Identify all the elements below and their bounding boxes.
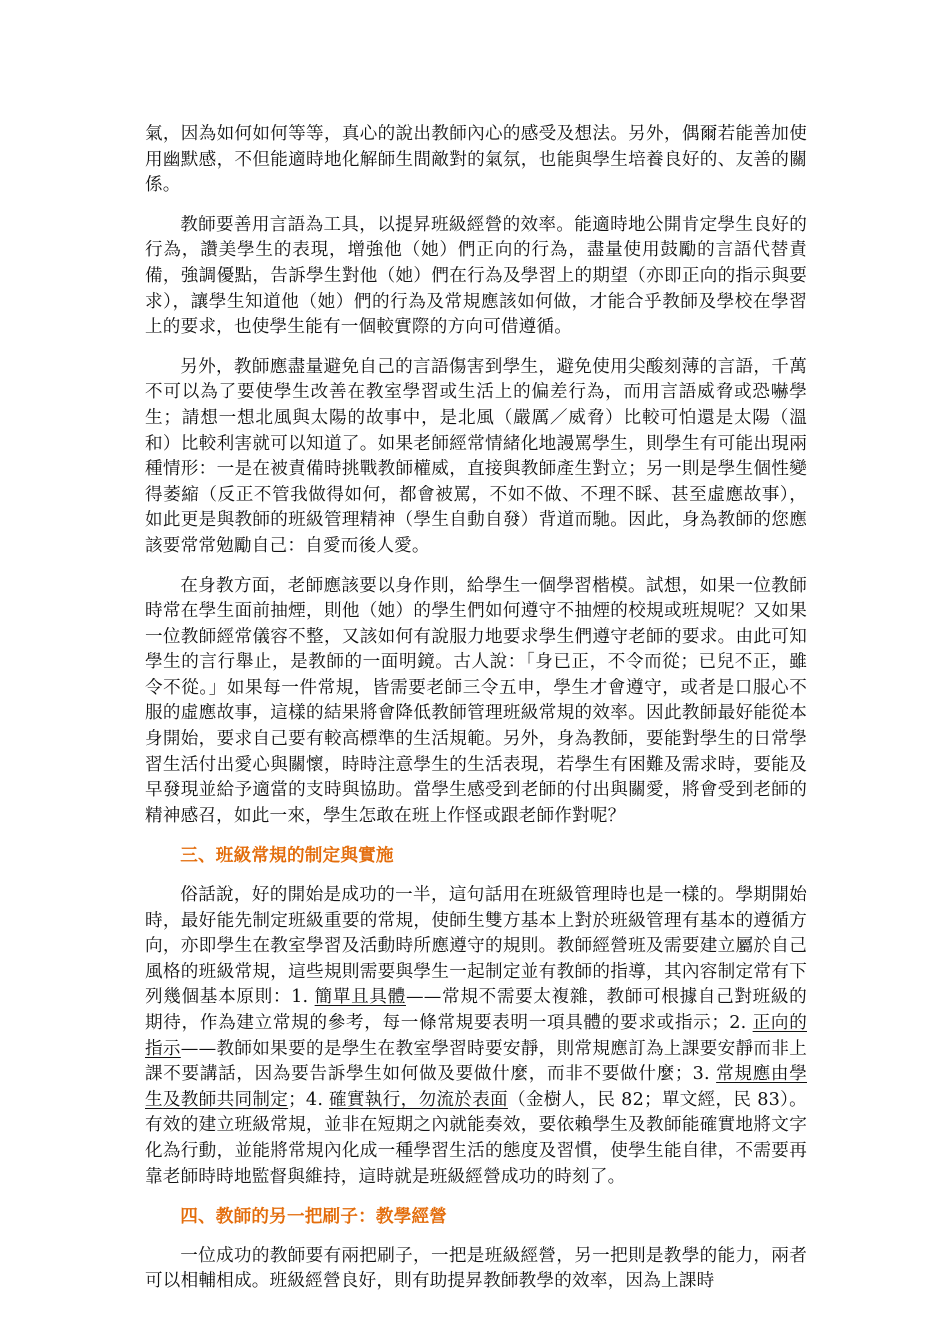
paragraph-3-text: 另外，教師應盡量避免自己的言語傷害到學生，避免使用尖酸刻薄的言語，千萬不可以為了要使學生改善在教室學習或生活上的偏差行為，而用言語威脅或恐嚇學生；請想一想北風與太陽的故事中，是北風（嚴厲／威脅）比較可怕還是太陽（溫和）比較利害就可以知道了。如果老師經常情緒化地謾罵學生，則學生有可能出現兩種情形：一是在被責備時挑戰教師權威，直接與教師產生對立；另一則是學生個性變得萎縮（反正不管我做得如何，都會被罵，不如不做、不理不睬、甚至虛應故事），如此更是與教師的班級管理精神（學生自動自發）背道而馳。因此，身為教師的您應該要常常勉勵自己：自愛而後人愛。	[145, 356, 807, 556]
paragraph-2-text: 教師要善用言語為工具，以提昇班級經營的效率。能適時地公開肯定學生良好的行為，讚美學生的表現，增強他（她）們正向的行為，盡量使用鼓勵的言語代替責備，強調優點，告訴學生對他（她）們在行為及學習上的期望（亦即正向的指示與要求），讓學生知道他（她）們的行為及常規應該如何做，才能合乎教師及學校在學習上的要求，也使學生能有一個較實際的方向可借遵循。	[145, 214, 807, 338]
section-3-text: ——教師如果要的是學生在教室學習時要安靜，則常規應訂為上課要安靜而非上課不要講話，因為要告訴學生如何做及要做什麼，而非不要做什麼；3.	[145, 1038, 807, 1085]
section-4-heading: 四、教師的另一把刷子：教學經營	[180, 1206, 448, 1228]
rule-4-underlined: 確實執行，勿流於表面	[329, 1089, 508, 1110]
rule-2-underlined: 正向的指示	[145, 1013, 807, 1059]
section-3-text: ；4.	[288, 1089, 330, 1110]
paragraph-2	[145, 213, 807, 341]
section-3-text: （金樹人，民 82；單文經，民 83）。有效的建立班級常規，並非在短期之內就能奏效，要依賴學生及教師能確實地將文字化為行動，並能將常規內化成一種學習生活的態度及習慣，使學生能自律，不需要再靠老師時時地監督與維持，這時就是班級經營成功的時刻了。	[145, 1089, 807, 1187]
section-3-text: ——常規不需要太複雜，教師可根據自己對班級的期待，作為建立常規的參考，每一條常規要表明一項具體的要求或指示；2.	[145, 987, 807, 1033]
paragraph-4-text: 在身教方面，老師應該要以身作則，給學生一個學習楷模。試想，如果一位教師時常在學生面前抽煙，則他（她）的學生們如何遵守不抽煙的校規或班規呢？又如果一位教師經常儀容不整，又該如何有說服力地要求學生們遵守老師的要求。由此可知學生的言行舉止，是教師的一面明鏡。古人說：「身已正，不令而從；已兒不正，雖令不從。」如果每一件常規，皆需要老師三令五申，學生才會遵守，或者是口服心不服的虛應故事，這樣的結果將會降低教師管理班級常規的效率。因此教師最好能從本身開始，要求自己要有較高標準的生活規範。另外，身為教師，要能對學生的日常學習生活付出愛心與關懷，時時注意學生的生活表現，若學生有困難及需求時，要能及早發現並給予適當的支時與協助。當學生感受到老師的付出與關愛，將會受到老師的精神感召，如此一來，學生怎敢在班上作怪或跟老師作對呢？	[145, 575, 807, 826]
section-4-text: 一位成功的教師要有兩把刷子，一把是班級經營，另一把則是教學的能力，兩者可以相輔相成。班級經營良好，則有助提昇教師教學的效率，因為上課時	[145, 1245, 807, 1292]
section-4-paragraph	[145, 1244, 807, 1295]
paragraph-1	[145, 122, 807, 199]
section-3-paragraph	[145, 883, 807, 1190]
paragraph-1-text: 氣，因為如何如何等等，真心的說出教師內心的感受及想法。另外，偶爾若能善加使用幽默感，不但能適時地化解師生間敵對的氣氛，也能與學生培養良好的、友善的關係。	[145, 124, 807, 196]
rule-1-underlined: 簡單且具體	[314, 987, 406, 1008]
document-body	[145, 122, 807, 1309]
section-3-heading: 三、班級常規的制定與實施	[180, 845, 394, 867]
rule-3-underlined: 常規應由學生及教師共同制定	[145, 1064, 807, 1110]
paragraph-3	[145, 355, 807, 560]
paragraph-4	[145, 574, 807, 830]
section-3-text: 俗話說，好的開始是成功的一半，這句話用在班級管理時也是一樣的。學期開始時，最好能先制定班級重要的常規，使師生雙方基本上對於班級管理有基本的遵循方向，亦即學生在教室學習及活動時所應遵守的規則。教師經營班及需要建立屬於自己風格的班級常規，這些規則需要與學生一起制定並有教師的指導，其內容制定常有下列幾個基本原則：1.	[145, 885, 807, 1008]
